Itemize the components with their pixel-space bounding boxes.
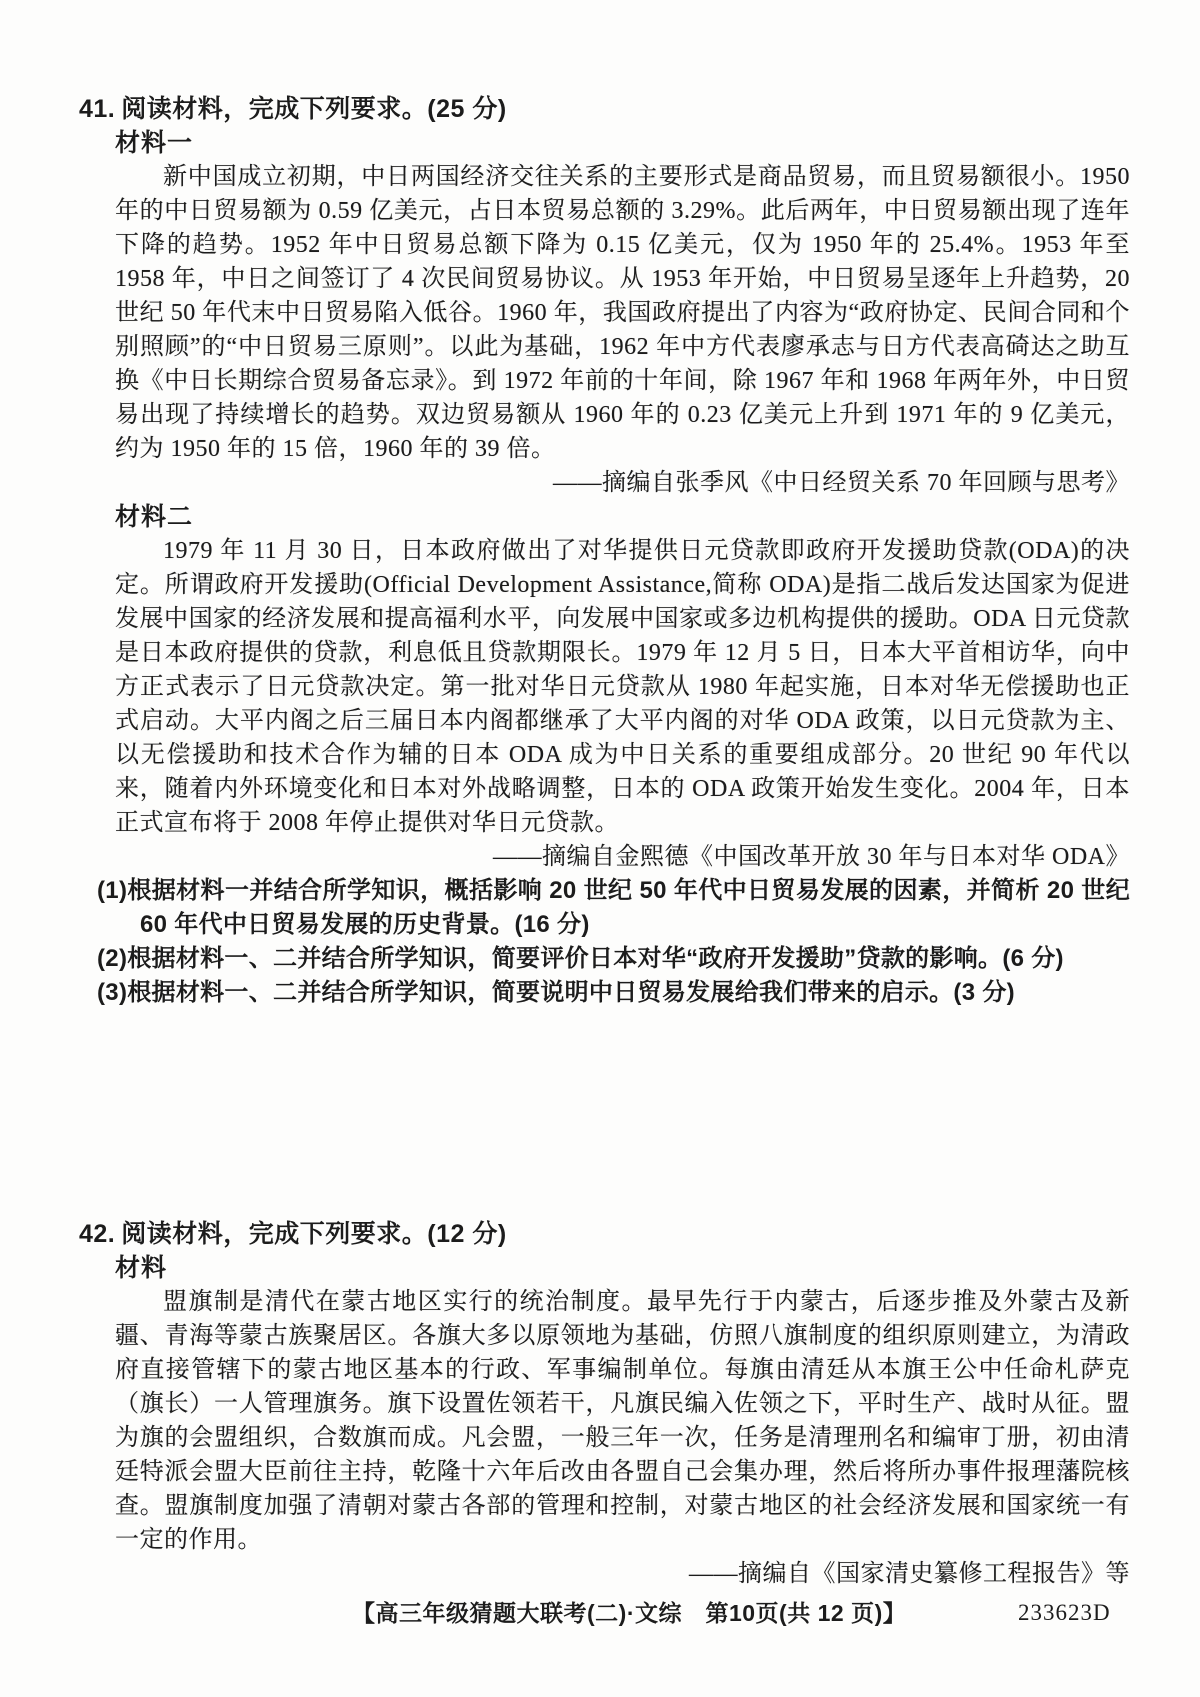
material-2-label: 材料二 bbox=[115, 503, 194, 531]
material-2-attribution: ——摘编自金熙德《中国改革开放 30 年与日本对华 ODA》 bbox=[493, 844, 1130, 870]
question-42-prompt: 阅读材料，完成下列要求。(12 分) bbox=[121, 1220, 507, 1248]
footer-exam-title: 【高三年级猜题大联考(二)·文综 第10页(共 12 页)】 bbox=[352, 1600, 907, 1626]
question-41-prompt: 阅读材料，完成下列要求。(25 分) bbox=[121, 95, 507, 123]
question-41-subquestion-3: (3)根据材料一、二并结合所学知识，简要说明中日贸易发展给我们带来的启示。(3 分) bbox=[97, 979, 1015, 1006]
question-41-subquestion-1: (1)根据材料一并结合所学知识，概括影响 20 世纪 50 年代中日贸易发展的因素，并简析 20 世纪 60 年代中日贸易发展的历史背景。(16 分) bbox=[97, 877, 1130, 938]
question-41-material-1 bbox=[79, 126, 1130, 500]
material-1-attribution: ——摘编自张季风《中日经贸关系 70 年回顾与思考》 bbox=[553, 470, 1130, 496]
material-1-label: 材料一 bbox=[115, 129, 194, 157]
material-text: 盟旗制是清代在蒙古地区实行的统治制度。最早先行于内蒙古，后逐步推及外蒙古及新疆、青海等蒙古族聚居区。各旗大多以原领地为基础，仿照八旗制度的组织原则建立，为清政府直接管辖下的蒙古地区基本的行政、军事编制单位。每旗由清廷从本旗王公中任命札萨克（旗长）一人管理旗务。旗下设置佐领若干，凡旗民编入佐领之下，平时生产、战时从征。盟为旗的会盟组织，合数旗而成。凡会盟，一般三年一次，任务是清理刑名和编审丁册，初由清廷特派会盟大臣前往主持，乾隆十六年后改由各盟自己会集办理，然后将所办事件报理藩院核查。盟旗制度加强了清朝对蒙古各部的管理和控制，对蒙古地区的社会经济发展和国家统一有一定的作用。 bbox=[115, 1289, 1130, 1553]
question-42-material bbox=[79, 1251, 1130, 1591]
question-42-block bbox=[79, 1217, 1130, 1591]
material-2-text: 1979 年 11 月 30 日，日本政府做出了对华提供日元贷款即政府开发援助贷款(ODA)的决定。所谓政府开发援助(Official Development Assistance,简称 ODA)是指二战后发达国家为促进发展中国家的经济发展和提高福利水平，向发展中国家或多边机构提供的援助。ODA 日元贷款是日本政府提供的贷款，利息低且贷款期限长。1979 年 12 月 5 日，日本大平首相访华，向中方正式表示了日元贷款决定。第一批对华日元贷款从 1980 年起实施，日本对华无偿援助也正式启动。大平内阁之后三届日本内阁都继承了大平内阁的对华 ODA 政策，以日元贷款为主、以无偿援助和技术合作为辅的日本 ODA 成为中日关系的重要组成部分。20 世纪 90 年代以来，随着内外环境变化和日本对外战略调整，日本的 ODA 政策开始发生变化。2004 年，日本正式宣布将于 2008 年停止提供对华日元贷款。 bbox=[115, 538, 1130, 836]
question-41-number: 41. bbox=[79, 95, 116, 123]
material-label: 材料 bbox=[115, 1254, 168, 1282]
material-attribution: ——摘编自《国家清史纂修工程报告》等 bbox=[689, 1561, 1130, 1587]
question-41-heading bbox=[79, 92, 1130, 126]
question-41-material-2 bbox=[79, 500, 1130, 874]
question-41-block bbox=[79, 92, 1130, 1010]
material-1-text: 新中国成立初期，中日两国经济交往关系的主要形式是商品贸易，而且贸易额很小。1950 年的中日贸易额为 0.59 亿美元，占日本贸易总额的 3.29%。此后两年，中日贸易额出现了连年下降的趋势。1952 年中日贸易总额下降为 0.15 亿美元，仅为 1950 年的 25.4%。1953 年至 1958 年，中日之间签订了 4 次民间贸易协议。从 1953 年开始，中日贸易呈逐年上升趋势，20 世纪 50 年代末中日贸易陷入低谷。1960 年，我国政府提出了内容为“政府协定、民间合同和个别照顾”的“中日贸易三原则”。以此为基础，1962 年中方代表廖承志与日方代表高碕达之助互换《中日长期综合贸易备忘录》。到 1972 年前的十年间，除 1967 年和 1968 年两年外，中日贸易出现了持续增长的趋势。双边贸易额从 1960 年的 0.23 亿美元上升到 1971 年的 9 亿美元，约为 1950 年的 15 倍，1960 年的 39 倍。 bbox=[115, 164, 1130, 462]
question-42-number: 42. bbox=[79, 1220, 116, 1248]
footer-page-code: 233623D bbox=[1018, 1600, 1111, 1625]
question-42-heading bbox=[79, 1217, 1130, 1251]
page-footer bbox=[0, 1598, 1200, 1638]
question-41-subquestion-2: (2)根据材料一、二并结合所学知识，简要评价日本对华“政府开发援助”贷款的影响。(6 分) bbox=[97, 945, 1064, 972]
